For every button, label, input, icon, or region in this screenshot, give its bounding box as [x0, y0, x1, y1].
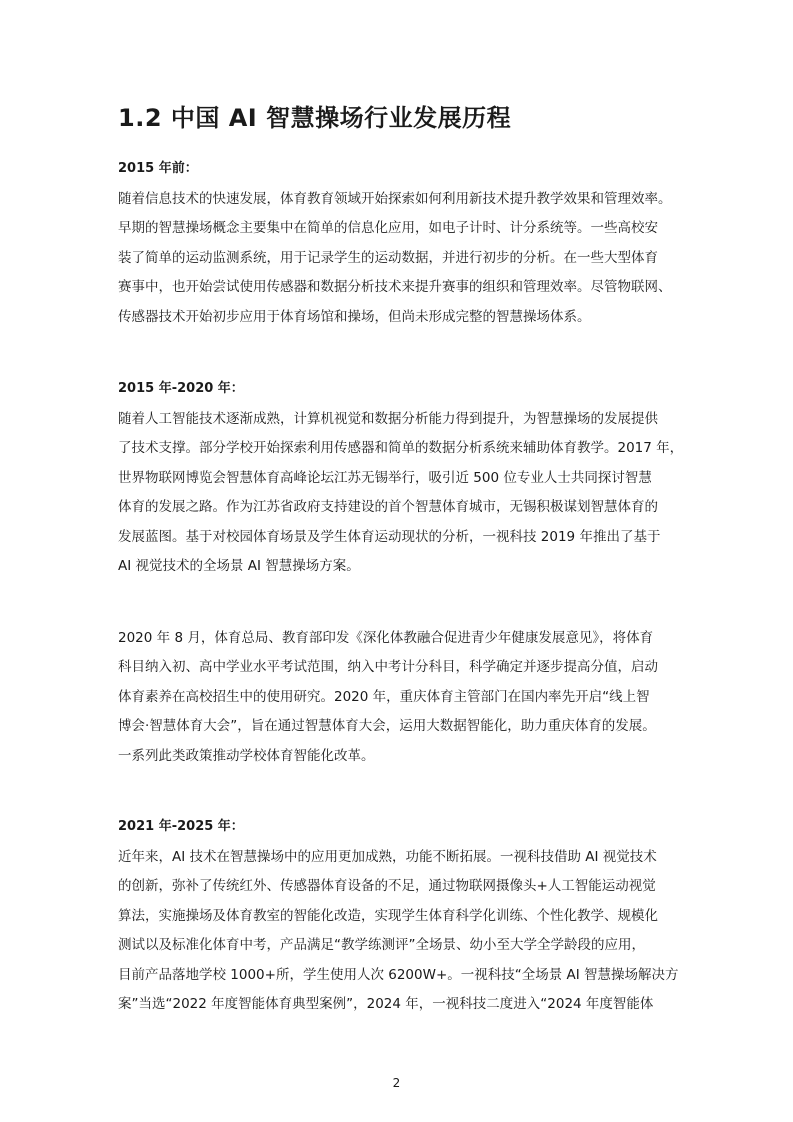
text-line: 体育素养在高校招生中的使用研究。2020 年，重庆体育主管部门在国内率先开启“线上智: [118, 688, 650, 705]
text-line: 2020 年 8 月，体育总局、教育部印发《深化体教融合促进青少年健康发展意见》，将体育: [118, 630, 654, 646]
text-line: 测试以及标准化体育中考，产品满足“教学练测评”全场景、幼小至大学全学龄段的应用，: [118, 937, 645, 954]
paragraph: [118, 405, 688, 581]
text-line: 博会·智慧体育大会”，旨在通过智慧体育大会，运用大数据智能化，助力重庆体育的发展。: [118, 718, 656, 735]
section-2021-2025: [118, 816, 688, 1019]
page-number: 2: [392, 1076, 401, 1090]
text-line: 装了简单的运动监测系统，用于记录学生的运动数据，并进行初步的分析。在一些大型体育: [118, 249, 658, 266]
text-line: 早期的智慧操场概念主要集中在简单的信息化应用，如电子计时、计分系统等。一些高校安: [118, 220, 658, 237]
text-line: 一系列此类政策推动学校体育智能化改革。: [118, 747, 375, 764]
section-pre-2015: [118, 158, 688, 332]
text-line: AI 视觉技术的全场景 AI 智慧操场方案。: [118, 558, 360, 575]
section-2015-2020: [118, 378, 688, 581]
text-line: 发展蓝图。基于对校园体育场景及学生体育运动现状的分析，一视科技 2019 年推出了基于: [118, 528, 661, 545]
paragraph: [118, 843, 688, 1019]
paragraph: [118, 185, 688, 332]
section-heading: 2015 年-2020 年：: [118, 381, 244, 396]
text-line: 算法，实施操场及体育教室的智能化改造，实现学生体育科学化训练、个性化教学、规模化: [118, 907, 658, 924]
section-heading: 2015 年前：: [118, 161, 198, 176]
paragraph: [118, 624, 688, 771]
text-line: 体育的发展之路。作为江苏省政府支持建设的首个智慧体育城市，无锡积极谋划智慧体育的: [118, 499, 658, 516]
text-line: 科目纳入初、高中学业水平考试范围，纳入中考计分科目，科学确定并逐步提高分值，启动: [118, 659, 658, 676]
text-line: 随着信息技术的快速发展，体育教育领域开始探索如何利用新技术提升教学效果和管理效率。: [118, 191, 672, 207]
text-line: 案”当选“2022 年度智能体育典型案例”，2024 年，一视科技二度进入“2024 年度智能体: [118, 996, 654, 1013]
text-line: 赛事中，也开始尝试使用传感器和数据分析技术来提升赛事的组织和管理效率。尽管物联网、: [118, 279, 672, 296]
section-heading: 2021 年-2025 年：: [118, 819, 244, 834]
section-2020-policy: [118, 624, 688, 771]
text-line: 传感器技术开始初步应用于体育场馆和操场，但尚未形成完整的智慧操场体系。: [118, 308, 591, 325]
text-line: 的创新，弥补了传统红外、传感器体育设备的不足，通过物联网摄像头+人工智能运动视觉: [118, 878, 656, 895]
section-title: 1.2 中国 AI 智慧操场行业发展历程: [118, 104, 512, 132]
text-line: 近年来，AI 技术在智慧操场中的应用更加成熟，功能不断拓展。一视科技借助 AI 视觉技术: [118, 849, 657, 865]
text-line: 世界物联网博览会智慧体育高峰论坛江苏无锡举行，吸引近 500 位专业人士共同探讨智慧: [118, 469, 652, 486]
text-line: 随着人工智能技术逐渐成熟，计算机视觉和数据分析能力得到提升，为智慧操场的发展提供: [118, 411, 658, 427]
text-line: 目前产品落地学校 1000+所，学生使用人次 6200W+。一视科技“全场景 AI 智慧操场解决方: [118, 966, 679, 983]
text-line: 了技术支撑。部分学校开始探索利用传感器和简单的数据分析系统来辅助体育教学。2017 年，: [118, 440, 684, 457]
